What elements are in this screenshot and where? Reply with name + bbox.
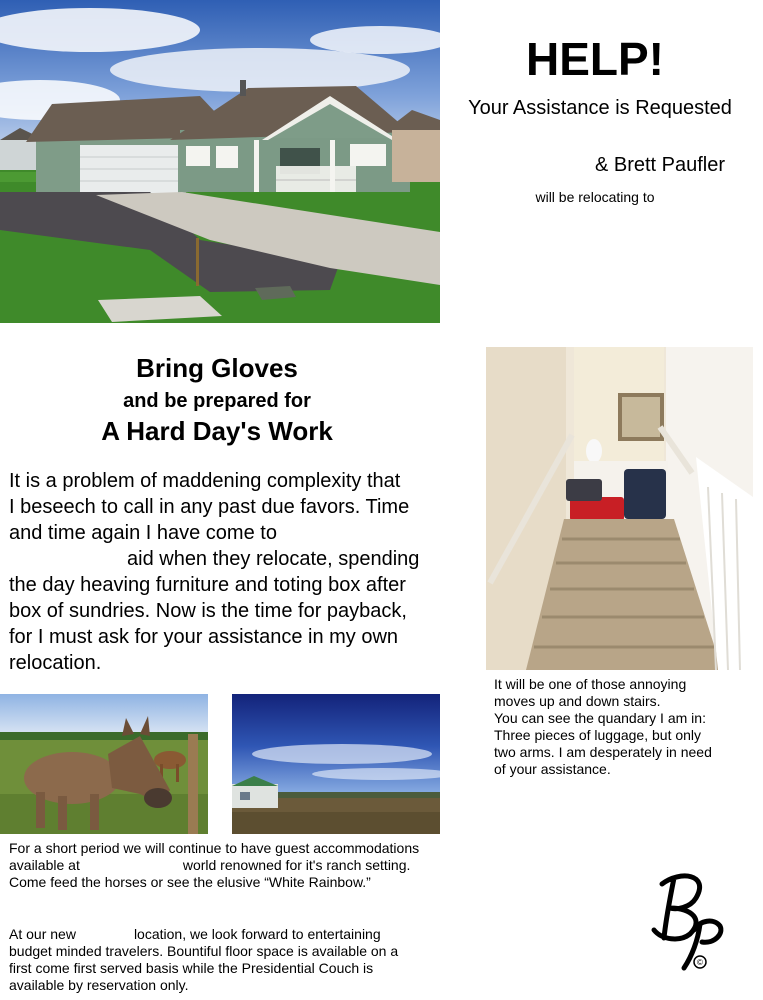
copyright-mark: © [697,958,703,967]
rainbow-photo [232,694,440,834]
short-line [9,857,479,874]
host-names: & Brett Paufler [594,154,726,176]
caption-line: You can see the quandary I am in: [494,710,706,726]
short-line: For a short period we will continue to have guest accommodations [9,840,420,856]
caption-line: two arms. I am desperately in need [494,744,712,760]
body-line: for I must ask for your assistance in my own [9,626,399,648]
subtitle: Your Assistance is Requested [468,97,732,119]
newloc-line-part: At our new [9,926,76,942]
body-paragraph [9,468,481,676]
new-location-text [9,926,479,994]
short-line-part: world renowned for it's ranch setting. [182,857,411,873]
house-photo [0,0,440,323]
newloc-line [9,926,479,943]
newloc-line-part: location, we look forward to entertaining [133,926,381,942]
caption-line: Three pieces of luggage, but only [494,727,702,743]
callout-hard-work: A Hard Day's Work [101,416,333,446]
stairs-caption [494,676,756,778]
horse-photo [0,694,208,834]
caption-line: It will be one of those annoying [494,676,687,692]
body-line: I beseech to call in any past due favors. Time [9,496,410,518]
callout-gloves: Bring Gloves [136,353,298,383]
body-line: aid when they relocate, spending [127,548,420,570]
newloc-line: first come first served basis while the Presidential Couch is [9,960,374,976]
callout-prepared: and be prepared for [123,390,311,412]
page-title: HELP! [526,33,664,85]
stairs-photo [486,347,753,670]
body-line: box of sundries. Now is the time for payback, [9,600,407,622]
newloc-line: available by reservation only. [9,977,189,993]
body-line: and time again I have come to [9,522,277,544]
caption-line: of your assistance. [494,761,611,777]
caption-line: moves up and down stairs. [494,693,661,709]
relocating-text: will be relocating to [535,189,655,205]
body-line: It is a problem of maddening complexity that [9,470,401,492]
body-line: the day heaving furniture and toting box after [9,574,406,596]
body-line: relocation. [9,652,102,674]
short-line: Come feed the horses or see the elusive “White Rainbow.” [9,874,371,890]
short-period-text [9,840,479,891]
signature-logo [640,868,740,978]
short-line-part: available at [9,857,80,873]
newloc-line: budget minded travelers. Bountiful floor space is available on a [9,943,399,959]
